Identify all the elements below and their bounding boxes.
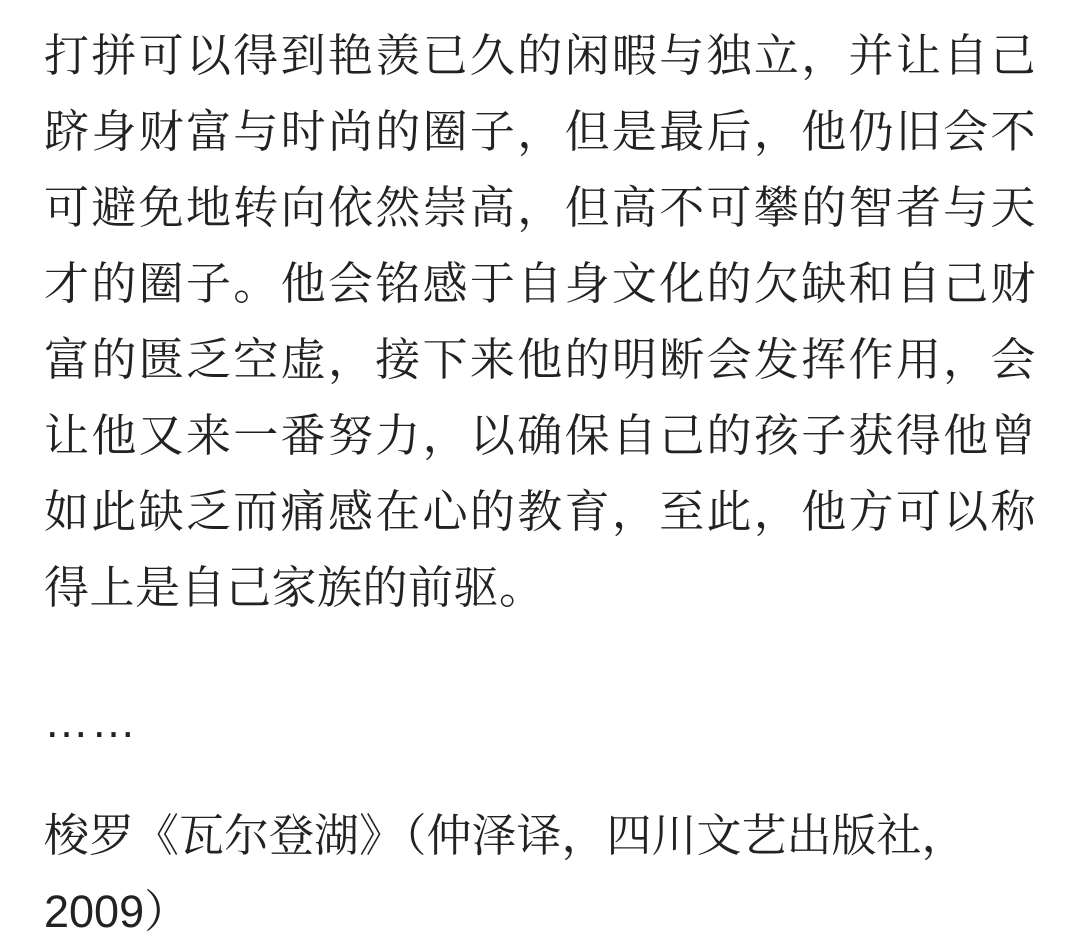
source-attribution: 梭罗《瓦尔登湖》（仲泽译，四川文艺出版社，2009） bbox=[44, 810, 967, 937]
body-paragraph: 打拼可以得到艳羡已久的闲暇与独立，并让自己跻身财富与时尚的圈子，但是最后，他仍旧会不可避免地转向依然崇高，但高不可攀的智者与天才的圈子。他会铭感于自身文化的欠缺和自己财富的匮乏空虚，接下来他的明断会发挥作用，会让他又来一番努力，以确保自己的孩子获得他曾如此缺乏而痛感在心的教育，至此，他方可以称得上是自己家族的前驱。 bbox=[44, 30, 1036, 613]
ellipsis-separator: …… bbox=[44, 696, 138, 747]
